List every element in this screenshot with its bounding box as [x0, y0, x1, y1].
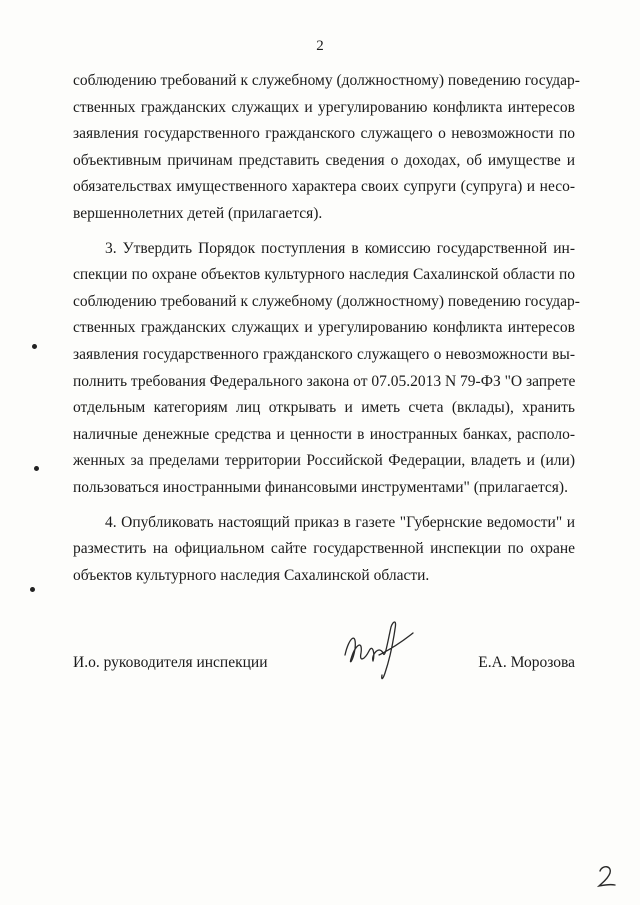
signatory-title: И.о. руководителя инспекции	[73, 654, 268, 671]
signature-block	[73, 650, 575, 690]
text-line: соблюдению требований к служебному (должностному) поведению государ-	[73, 292, 580, 310]
paragraph-continuation	[73, 68, 580, 228]
text-line: объективным причинам представить сведения о доходах, об имуществе и	[73, 151, 575, 169]
text-line: соблюдению требований к служебному (должностному) поведению государ-	[73, 72, 580, 89]
page-number: 2	[316, 38, 324, 54]
text-line: полнить требования Федерального закона от 07.05.2013 N 79-ФЗ "О запрете	[73, 372, 576, 390]
margin-punch-mark	[30, 587, 35, 592]
text-line: ственных гражданских служащих и урегулированию конфликта интересов	[73, 319, 575, 337]
handwritten-page-mark	[596, 863, 618, 889]
text-line: обязательствах имущественного характера своих супруги (супруга) и несо-	[73, 178, 575, 196]
signatory-name: Е.А. Морозова	[478, 654, 575, 671]
text-line: разместить на официальном сайте государственной инспекции по охране	[73, 540, 575, 558]
text-line: 4. Опубликовать настоящий приказ в газете "Губернские ведомости" и	[105, 513, 575, 531]
paragraph-item-4	[73, 510, 575, 590]
margin-punch-mark	[32, 344, 37, 349]
text-line: вершеннолетних детей (прилагается).	[73, 204, 323, 222]
text-line: заявления государственного гражданского служащего о невозможности вы-	[73, 345, 575, 363]
text-line: наличные денежные средства и ценности в иностранных банках, располо-	[73, 425, 575, 443]
text-line: спекции по охране объектов культурного наследия Сахалинской области по	[73, 266, 575, 284]
margin-punch-mark	[34, 466, 39, 471]
paragraph-item-3	[73, 236, 580, 502]
handwritten-signature	[339, 615, 419, 685]
text-line: заявления государственного гражданского служащего о невозможности по	[73, 125, 575, 143]
text-line: отдельным категориям лиц открывать и иметь счета (вклады), хранить	[73, 399, 575, 417]
text-line: пользоваться иностранными финансовыми инструментами" (прилагается).	[73, 478, 568, 496]
text-line: ственных гражданских служащих и урегулированию конфликта интересов	[73, 98, 575, 116]
text-line: женных за пределами территории Российской Федерации, владеть и (или)	[73, 452, 575, 470]
document-body	[73, 68, 580, 597]
text-line: объектов культурного наследия Сахалинской области.	[73, 566, 430, 584]
text-line: 3. Утвердить Порядок поступления в комиссию государственной ин-	[105, 239, 575, 257]
